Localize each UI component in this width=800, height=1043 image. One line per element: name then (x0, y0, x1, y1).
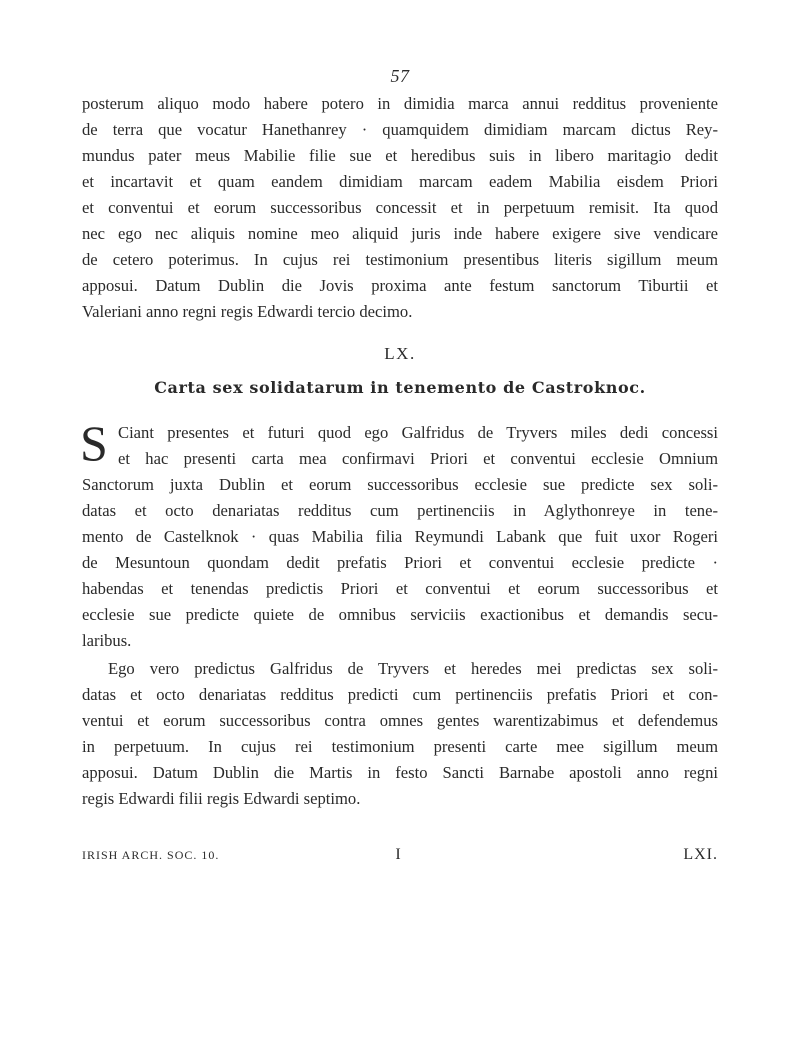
text-line: regis Edwardi filii regis Edwardi septimo. (82, 789, 361, 808)
text-line: apposui. Datum Dublin die Jovis proxima ante festum sanctorum Tiburtii et (82, 276, 718, 295)
page-footer (82, 846, 718, 868)
text-line: Valeriani anno regni regis Edwardi tercio decimo. (82, 302, 413, 321)
text-line: de terra que vocatur Hanethanrey · quamquidem dimidiam marcam dictus Rey- (82, 120, 718, 139)
footer-signature-mark: I (395, 846, 401, 863)
text-line: laribus. (82, 631, 132, 650)
text-line: et conventui et eorum successoribus concessit et in perpetuum remisit. Ita quod (82, 198, 718, 217)
text-line: ecclesie sue predicte quiete de omnibus serviciis exactionibus et demandis secu- (82, 605, 718, 624)
text-line: et incartavit et quam eandem dimidiam marcam eadem Mabilia eisdem Priori (82, 172, 718, 191)
text-line: posterum aliquo modo habere potero in dimidia marca annui redditus proveniente (82, 94, 718, 113)
text-line: de cetero poterimus. In cujus rei testimonium presentibus literis sigillum meum (82, 250, 718, 269)
footer-next-section: LXI. (683, 846, 718, 863)
text-line: Ciant presentes et futuri quod ego Galfridus de Tryvers miles dedi concessi (118, 423, 718, 442)
text-line: ventui et eorum successoribus contra omnes gentes warentizabimus et defendemus (82, 711, 718, 730)
text-line: datas et octo denariatas redditus predicti cum pertinenciis prefatis Priori et con- (82, 685, 718, 704)
text-line: de Mesuntoun quondam dedit prefatis Priori et conventui ecclesie predicte · (82, 553, 718, 572)
section-number: LX. (384, 344, 416, 363)
text-line: Ego vero predictus Galfridus de Tryvers et heredes mei predictas sex soli- (108, 659, 718, 678)
text-line: Sanctorum juxta Dublin et eorum successoribus ecclesie sue predicte sex soli- (82, 475, 718, 494)
footer-series: IRISH ARCH. SOC. 10. (82, 848, 220, 862)
text-line: mundus pater meus Mabilie filie sue et heredibus suis in libero maritagio dedit (82, 146, 718, 165)
text-line: nec ego nec aliquis nomine meo aliquid juris inde habere exigere sive vendicare (82, 224, 718, 243)
text-line: mento de Castelknok · quas Mabilia filia Reymundi Labank que fuit uxor Rogeri (82, 527, 718, 546)
text-line: datas et octo denariatas redditus cum pertinenciis in Aglythonreye in tene- (82, 501, 718, 520)
drop-initial: S (80, 415, 108, 471)
text-line: apposui. Datum Dublin die Martis in festo Sancti Barnabe apostoli anno regni (82, 763, 718, 782)
page-number: 57 (390, 66, 410, 86)
text-line: in perpetuum. In cujus rei testimonium presenti carte mee sigillum meum (82, 737, 718, 756)
text-line: et hac presenti carta mea confirmavi Priori et conventui ecclesie Omnium (118, 449, 718, 468)
text-line: habendas et tenendas predictis Priori et conventui et eorum successoribus et (82, 579, 718, 598)
section-title: Carta sex solidatarum in tenemento de Castroknoc. (154, 378, 646, 397)
